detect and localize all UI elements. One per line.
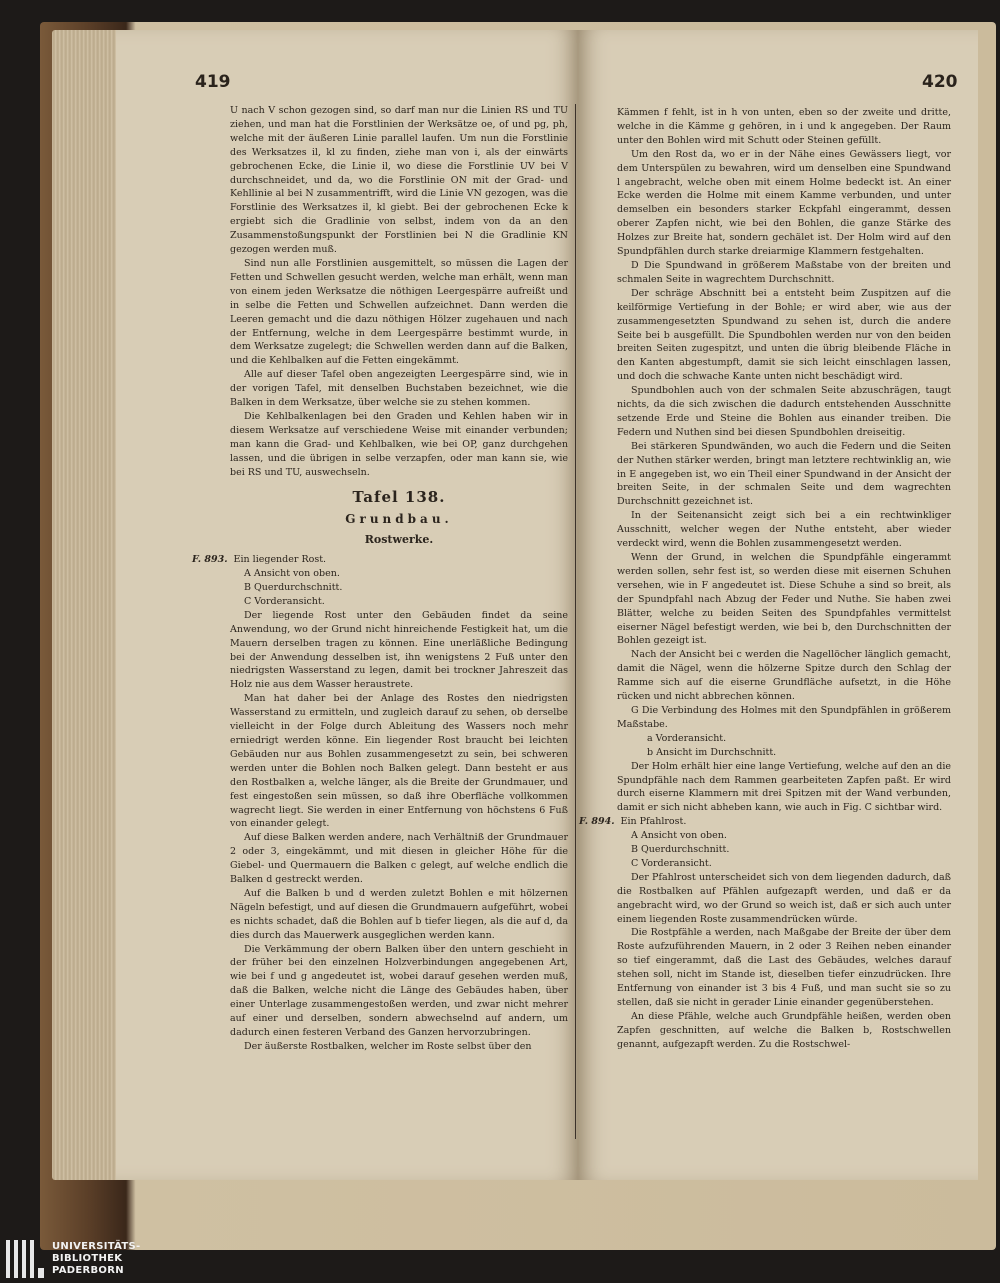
paragraph: Die Rostpfähle a werden, nach Maßgabe der Breite der über dem Roste aufzuführenden Mauern, in 2 oder 3 Reihen neben einander so tief eingerammt, daß die Last des Gebäudes, welches darauf stehen soll, nicht im Stande ist, dieselben tiefer einzudrücken. Ihre Entfernung von einander ist 3 bis 4 Fuß, und man sucht sie so zu stellen, daß sie nicht in gerader Linie einander gegenüberstehen.: [617, 927, 951, 1008]
left-page-number: 419: [195, 72, 231, 92]
left-column: [192, 104, 568, 1054]
section-heading: Grundbau.: [345, 512, 453, 527]
library-logo: [4, 1238, 174, 1280]
right-column: [579, 106, 951, 1052]
column-divider: [575, 104, 576, 1139]
paragraph: Sind nun alle Forstlinien ausgemittelt, so müssen die Lagen der Fetten und Schwellen gesucht werden, welche man erhält, wenn man von einem jeden Werksatze die nöthigen Leergespärre aufreißt und in selbe die Fetten und Schwellen aufzeichnet. Dann werden die Leeren gemacht und die dazu nöthigen Hölzer zugehauen und nach der Entfernung, welche in dem Leergespärre bestimmt wurde, in dem Werksatze zugelegt; die Schwellen werden dann auf die Balken, und die Kehlbalken auf die Fetten eingekämmt.: [230, 257, 568, 367]
figure-item: A Ansicht von oben.: [631, 830, 727, 842]
paragraph: Kämmen f fehlt, ist in h von unten, eben so der zweite und dritte, welche in die Kämme g gehören, in i und k angegeben. Der Raum unter den Bohlen wird mit Schutt oder Steinen gefüllt.: [617, 107, 951, 146]
table-heading: Tafel 138.: [352, 488, 446, 507]
figure-item: B Querdurchschnitt.: [244, 582, 343, 593]
paragraph: D Die Spundwand in größerem Maßstabe von der breiten und schmalen Seite in wagrechtem Durchschnitt.: [617, 259, 951, 285]
paragraph: Alle auf dieser Tafel oben angezeigten Leergespärre sind, wie in der vorigen Tafel, mit denselben Buchstaben bezeichnet, wie die Balken in dem Werksatze, über welche sie zu stehen kommen.: [230, 369, 568, 409]
library-logo-icon: [4, 1238, 44, 1280]
paragraph: Auf diese Balken werden andere, nach Verhältniß der Grundmauer 2 oder 3, eingekämmt, und mit diesen in gleicher Höhe für die Giebel- und Quermauern die Balken c gelegt, auf welche endlich die Balken d gestreckt werden.: [230, 832, 568, 886]
paragraph: Wenn der Grund, in welchen die Spundpfähle eingerammt werden sollen, sehr fest ist, so werden diese mit eisernen Schuhen versehen, wie in F angedeutet ist. Diese Schuhe a sind so breit, als der Spundpfahl nach Abzug der Feder und Nuthe. Sie haben zwei Blätter, welche zu beiden Seiten des Spundpfahles vermittelst eiserner Nägel befestigt werden, wie bei b, den Durchschnitten der Bohlen gezeigt ist.: [617, 552, 951, 647]
paragraph: Nach der Ansicht bei c werden die Nagellöcher länglich gemacht, damit die Nägel, wenn die hölzerne Spitze durch den Schlag der Ramme sich auf die eiserne Grundfläche aufsetzt, in die Höhe rücken und nicht abbrechen können.: [617, 649, 951, 703]
subsection-heading: Rostwerke.: [364, 533, 434, 547]
figure-number: F. 894.: [579, 816, 615, 828]
paragraph: U nach V schon gezogen sind, so darf man nur die Linien RS und TU ziehen, und man hat die Forstlinien der Werksätze oe, of und pg, ph, welche mit der äußeren Linie parallel laufen. Um nun die Forstlinie des Werksatzes il, kl zu finden, ziehe man von i, als der einwärts gebrochenen Ecke, die Linie il, wo diese die Forstlinie UV bei V durchschneidet, und da, wo die Forstlinie ON mit der Grad- und Kehllinie al bei N zusammentrifft, wird die Linie VN gezogen, was die Forstlinie des Werksatzes il, kl giebt. Bei der gebrochenen Ecke k ergiebt sich die Gradlinie von selbst, indem von da an den Zusammenstoßungspunkt der Forstlinien bei N die Gradlinie KN gezogen werden muß.: [230, 105, 568, 256]
figure-title: Ein liegender Rost.: [233, 554, 327, 566]
library-logo-text: UNIVERSITÄTS- BIBLIOTHEK PADERBORN: [52, 1241, 141, 1276]
figure-item: A Ansicht von oben.: [244, 568, 340, 580]
paragraph: G Die Verbindung des Holmes mit den Spundpfählen in größerem Maßstabe.: [617, 704, 951, 730]
figure-number: F. 893.: [192, 554, 228, 566]
figure-item: C Vorderansicht.: [631, 857, 712, 869]
figure-caption: [579, 815, 951, 829]
paragraph: Der äußerste Rostbalken, welcher im Roste selbst über den: [244, 1040, 532, 1052]
paragraph: In der Seitenansicht zeigt sich bei a ein rechtwinkliger Ausschnitt, welcher wegen der Nuthe entsteht, aber wieder verdeckt wird, wenn die Bohlen zusammengesetzt werden.: [617, 510, 951, 550]
figure-item: B Querdurchschnitt.: [631, 844, 730, 856]
right-page-number: 420: [922, 72, 958, 92]
paragraph: Auf die Balken b und d werden zuletzt Bohlen e mit hölzernen Nägeln befestigt, und auf diesen die Grundmauern aufgeführt, wobei es nichts schadet, daß die Bohlen auf b tiefer liegen, als die auf d, da dies durch das Mauerwerk ausgeglichen werden kann.: [230, 887, 568, 941]
paragraph: Der schräge Abschnitt bei a entsteht beim Zuspitzen auf die keilförmige Vertiefung in der Bohle; er wird aber, wie aus der zusammengesetzten Spundwand zu sehen ist, durch die andere Seite bei b ausgefüllt. Die Spundbohlen werden nur von den beiden breiten Seiten zugespitzt, und unten die übrig bleibende Fläche in den Kanten abgestumpft, damit sie sich leicht einschlagen lassen, und doch die schwache Kante unten nicht beschädigt wird.: [617, 287, 951, 383]
paragraph: An diese Pfähle, welche auch Grundpfähle heißen, werden oben Zapfen geschnitten, auf welche die Balken b, Rostschwellen genannt, aufgezapft werden. Zu die Rostschwel-: [617, 1010, 951, 1050]
paragraph: Die Verkämmung der obern Balken über den untern geschieht in der früher bei den einzelnen Holzverbindungen angegebenen Art, wie bei f und g angedeutet ist, wobei darauf gesehen werden muß, daß die Balken, welche nicht die Länge des Gebäudes haben, über einer Unterlage zusammengestoßen werden, und zwar nicht mehrer auf einer und derselben, sondern abwechselnd auf andern, um dadurch einen festeren Verband des Ganzen hervorzubringen.: [230, 943, 568, 1038]
paragraph: Spundbohlen auch von der schmalen Seite abzuschrägen, taugt nichts, da die sich zwischen die dadurch entstehenden Ausschnitte setzende Erde und Steine die Bohlen aus einander treiben. Die Federn und Nuthen sind bei diesen Spundbohlen dreiseitig.: [617, 385, 951, 438]
figure-item: C Vorderansicht.: [244, 595, 325, 607]
paragraph: Der Pfahlrost unterscheidet sich von dem liegenden dadurch, daß die Rostbalken auf Pfählen aufgezapft werden, und daß er da angebracht wird, wo der Grund so weich ist, daß er sich auch unter einem liegenden Roste zusammendrücken würde.: [617, 871, 951, 925]
paragraph: Um den Rost da, wo er in der Nähe eines Gewässers liegt, vor dem Unterspülen zu bewahren, wird um denselben eine Spundwand l angebracht, welche oben mit einem Holme bedeckt ist. An einer Ecke werden die Holme mit einem Kamme verbunden, und unter demselben ein besonders starker Eckpfahl eingerammt, dessen oberer Zapfen nicht, wie bei den Bohlen, die ganze Stärke des Holzes zur Breite hat, sondern gechälet ist. Der Holm wird auf den Spundpfählen durch starke dreiarmige Klammern festgehalten.: [617, 148, 951, 258]
figure-item: b Ansicht im Durchschnitt.: [647, 746, 777, 758]
paragraph: Die Kehlbalkenlagen bei den Graden und Kehlen haben wir in diesem Werksatze auf verschiedene Weise mit einander verbunden; man kann die Grad- und Kehlbalken, wie bei OP, ganz durchgehen lassen, und die übrigen in selbe verzapfen, oder man kann sie, wie bei RS und TU, auswechseln.: [230, 410, 568, 478]
paragraph: Der liegende Rost unter den Gebäuden findet da seine Anwendung, wo der Grund nicht hinreichende Festigkeit hat, um die Mauern derselben tragen zu können. Eine unerläßliche Bedingung bei der Anwendung desselben ist, ihn wenigstens 2 Fuß unter den niedrigsten Wasserstand zu legen, damit bei trockner Jahreszeit das Holz nie aus dem Wasser heraustrete.: [230, 609, 568, 691]
page-edges: [52, 30, 120, 1180]
paragraph: Bei stärkeren Spundwänden, wo auch die Federn und die Seiten der Nuthen stärker werden, bringt man letztere rechtwinklig an, wie in E angegeben ist, wo ein Theil einer Spundwand in der Ansicht der breiten Seite, in der schmalen Seite und dem wagrechten Durchschnitt gezeichnet ist.: [617, 440, 951, 508]
paragraph: Der Holm erhält hier eine lange Vertiefung, welche auf den an die Spundpfähle nach dem Rammen gearbeiteten Zapfen paßt. Er wird durch eiserne Klammern mit drei Spitzen mit der Wand verbunden, damit er sich nicht abheben kann, wie auch in Fig. C sichtbar wird.: [617, 760, 951, 814]
figure-caption: [192, 553, 568, 567]
figure-title: Ein Pfahlrost.: [620, 816, 687, 828]
paragraph: Man hat daher bei der Anlage des Rostes den niedrigsten Wasserstand zu ermitteln, und zugleich darauf zu sehen, ob derselbe vielleicht in der Folge durch Ableitung des Wassers noch mehr erniedrigt werden könne. Ein liegender Rost braucht bei leichten Gebäuden nur aus Bohlen zusammengesetzt zu sein, bei schweren werden unter die Bohlen noch Balken gelegt. Dann besteht er aus den Rostbalken a, welche länger, als die Breite der Grundmauer, und fest eingestoßen sein müssen, so daß ihre Oberfläche vollkommen wagrecht liegt. Sie werden in einer Entfernung von höchstens 6 Fuß von einander gelegt.: [230, 693, 568, 830]
figure-item: a Vorderansicht.: [647, 732, 727, 744]
